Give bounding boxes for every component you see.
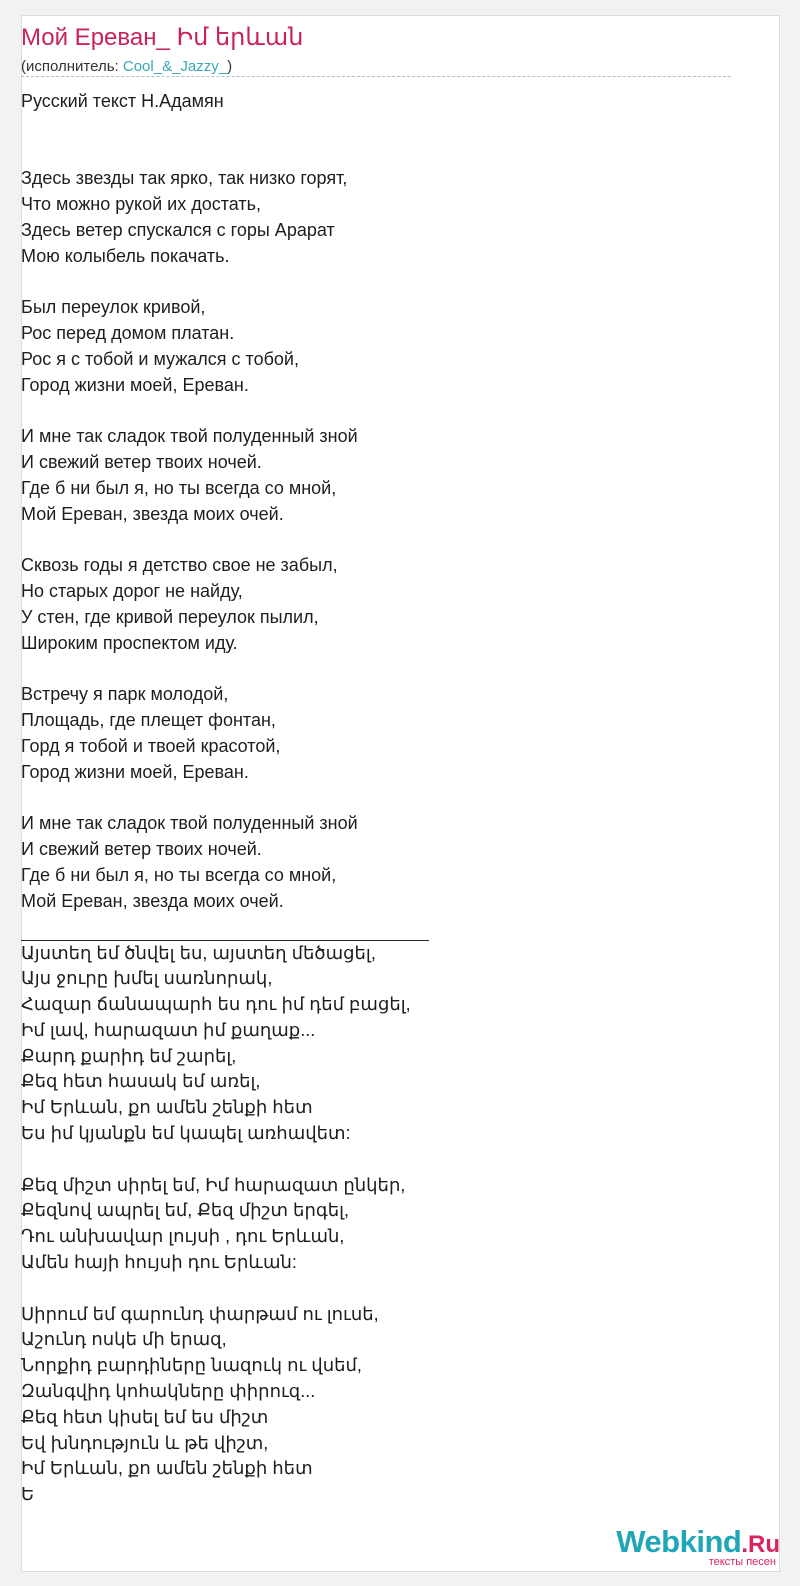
lyric-line [21, 657, 741, 683]
lyric-line: Ամեն հայի հույսի դու Երևան: [21, 1252, 297, 1273]
lyrics-separator [21, 915, 429, 941]
lyric-line: Դու անխավար լույսի , դու Երևան, [21, 1226, 345, 1247]
lyric-line: И мне так сладок твой полуденный зной [21, 813, 358, 834]
lyric-line: Քեզ հետ կիսել եմ ես միշտ [21, 1406, 269, 1427]
lyric-line: Եվ խնդություն և թե վիշտ, [21, 1432, 269, 1453]
lyric-line: Այստեղ եմ ծնվել ես, այստեղ մեծացել, [21, 942, 376, 963]
lyric-line: Мою колыбель покачать. [21, 245, 230, 266]
lyric-line: Но старых дорог не найду, [21, 581, 243, 602]
lyric-line: Рос перед домом платан. [21, 323, 235, 344]
lyric-line: Ե [21, 1484, 35, 1505]
lyric-line: Աշունդ ոսկե մի երազ, [21, 1329, 227, 1350]
artist-suffix: ) [227, 58, 233, 75]
lyric-line: Был переулок кривой, [21, 297, 206, 318]
lyric-line: Զանգվիդ կոհակները փիրուզ... [21, 1381, 316, 1402]
artist-prefix: (исполнитель: [21, 58, 123, 75]
lyric-line [21, 528, 741, 554]
webkind-logo[interactable] [616, 1524, 780, 1568]
lyric-line [21, 270, 741, 296]
lyric-line: Город жизни моей, Ереван. [21, 761, 249, 782]
lyric-line: У стен, где кривой переулок пылил, [21, 606, 319, 627]
lyric-line: Рос я с тобой и мужался с тобой, [21, 348, 299, 369]
lyric-line: Встречу я парк молодой, [21, 684, 229, 705]
lyric-line [21, 399, 741, 425]
lyric-line: Мой Ереван, звезда моих очей. [21, 890, 284, 911]
lyric-line [21, 141, 741, 167]
lyric-line: Քեզնով ապրել եմ, Քեզ միշտ երգել, [21, 1200, 349, 1221]
artist-line [21, 58, 232, 75]
lyric-line: Горд я тобой и твоей красотой, [21, 735, 281, 756]
lyric-line [21, 786, 741, 812]
lyric-line: Мой Ереван, звезда моих очей. [21, 503, 284, 524]
logo-main-text: Webkind [616, 1524, 742, 1559]
lyric-line: Քարդ քարիդ եմ շարել, [21, 1045, 237, 1066]
lyric-line: Իմ Երևան, քո ամեն շենքի հետ [21, 1458, 313, 1479]
logo-tld: .Ru [741, 1531, 780, 1558]
lyric-line: Նորքիդ բարդիները նազուկ ու վսեմ, [21, 1355, 362, 1376]
lyric-line: Ես իմ կյանքն եմ կապել առհավետ: [21, 1123, 351, 1144]
lyric-line: Здесь звезды так ярко, так низко горят, [21, 168, 348, 189]
lyric-line [21, 1276, 741, 1302]
logo-tagline: тексты песен [708, 1556, 776, 1568]
lyric-line: Площадь, где плещет фонтан, [21, 710, 276, 731]
lyric-line [21, 115, 741, 141]
lyric-line: Սիրում եմ գարունդ փարթամ ու լուսե, [21, 1303, 379, 1324]
lyric-line: Այս ջուրը խմել սառնորակ, [21, 968, 273, 989]
lyric-line: Здесь ветер спускался с горы Арарат [21, 219, 335, 240]
lyric-line: Իմ լավ, հարազատ իմ քաղաք... [21, 1019, 316, 1040]
lyric-line: Քեզ հետ հասակ եմ առել, [21, 1071, 261, 1092]
lyrics-body [21, 89, 741, 1508]
lyric-line: Քեզ միշտ սիրել եմ, Իմ հարազատ ընկեր, [21, 1174, 406, 1195]
lyric-line [21, 1147, 741, 1173]
artist-link[interactable]: Cool_&_Jazzy_ [122, 58, 228, 75]
lyric-line: Что можно рукой их достать, [21, 194, 262, 215]
lyric-line: И мне так сладок твой полуденный зной [21, 426, 358, 447]
song-title: Мой Ереван_ Իմ երևան [21, 24, 304, 51]
lyric-line: Сквозь годы я детство свое не забыл, [21, 555, 338, 576]
lyric-line: Широким проспектом иду. [21, 632, 238, 653]
lyric-line: И свежий ветер твоих ночей. [21, 839, 262, 860]
lyric-line: Где б ни был я, но ты всегда со мной, [21, 477, 337, 498]
lyric-line: И свежий ветер твоих ночей. [21, 452, 262, 473]
lyric-line: Русский текст Н.Адамян [21, 91, 224, 111]
lyric-line: Հազար ճանապարհ ես դու իմ դեմ բացել, [21, 994, 411, 1015]
lyric-line: Где б ни был я, но ты всегда со мной, [21, 864, 337, 885]
lyric-line: Город жизни моей, Ереван. [21, 374, 249, 395]
header-divider [21, 76, 731, 77]
lyric-line: Իմ Երևան, քո ամեն շենքի հետ [21, 1097, 313, 1118]
